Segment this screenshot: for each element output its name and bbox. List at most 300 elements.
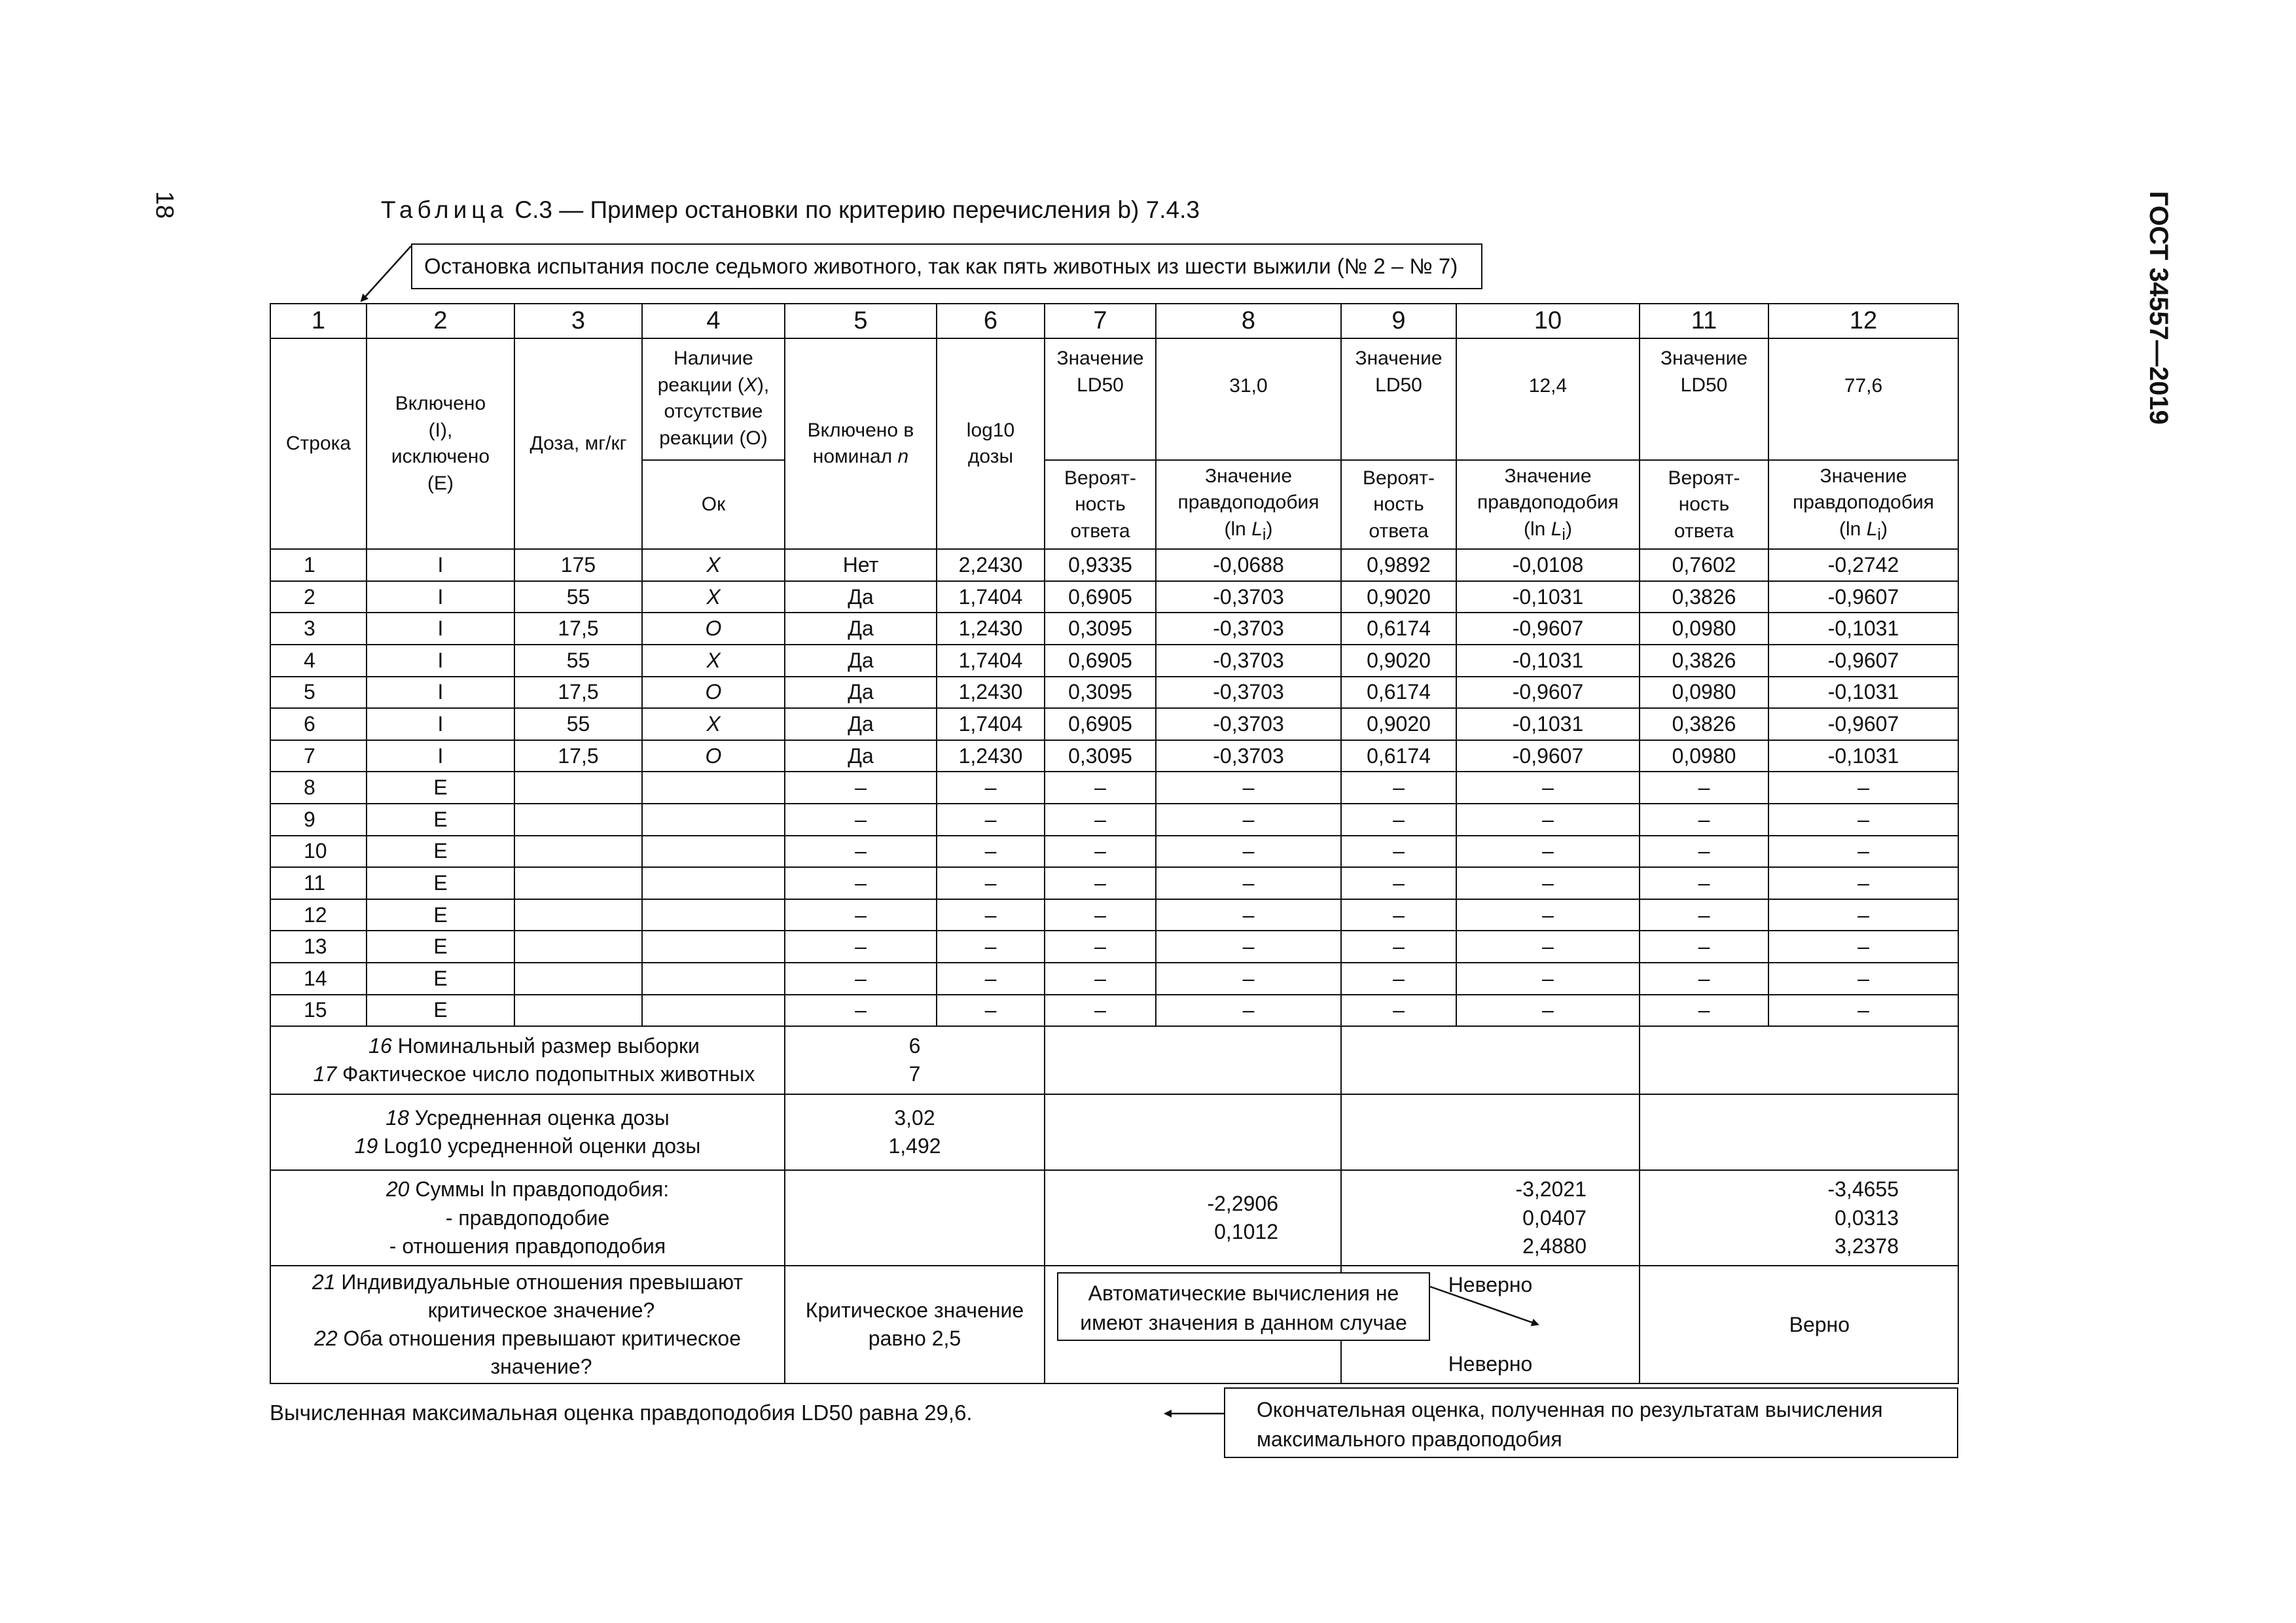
summary-value: Неверно — [1448, 1352, 1533, 1376]
table-cell: – — [1045, 772, 1156, 804]
summary-value: -3,2021 — [1515, 1177, 1587, 1202]
table-cell — [514, 931, 642, 963]
table-cell: E — [367, 931, 514, 963]
table-cell: 1,2430 — [937, 740, 1045, 772]
summary-value: 0,1012 — [1214, 1220, 1278, 1244]
summary-value: равно 2,5 — [868, 1327, 961, 1351]
table-cell: – — [1045, 995, 1156, 1027]
table-cell: – — [1156, 899, 1341, 931]
summary-label-20 — [270, 1170, 785, 1266]
summary-num: 16 — [368, 1034, 392, 1058]
col-num: 12 — [1768, 304, 1958, 338]
summary-value: 6 — [908, 1034, 921, 1058]
summary-critical — [785, 1266, 1045, 1383]
header-likelihood — [1768, 460, 1958, 549]
table-cell: – — [1341, 867, 1456, 899]
table-cell: – — [785, 836, 937, 868]
table-cell: 14 — [270, 963, 367, 995]
header-text: L — [1866, 518, 1878, 540]
summary-value: 7 — [908, 1062, 921, 1086]
summary-empty — [1045, 1026, 1341, 1094]
table-cell: -0,3703 — [1156, 677, 1341, 709]
header-ld50-label — [1341, 338, 1456, 460]
header-probability — [1045, 460, 1156, 549]
header-text: номинал — [812, 446, 898, 468]
summary-empty — [1341, 1094, 1640, 1170]
table-cell: 10 — [270, 836, 367, 868]
table-cell: Да — [785, 613, 937, 645]
table-cell: 0,9020 — [1341, 708, 1456, 740]
table-cell: – — [785, 899, 937, 931]
summary-text: Оба отношения превышают критическое — [337, 1327, 741, 1351]
summary-empty — [1045, 1094, 1341, 1170]
summary-num: 20 — [386, 1177, 410, 1202]
table-cell: – — [1456, 867, 1640, 899]
summary-verdict-c — [1640, 1266, 1958, 1383]
table-cell: Нет — [785, 549, 937, 581]
table-cell: 13 — [270, 931, 367, 963]
summary-text: Номинальный размер выборки — [391, 1034, 700, 1058]
header-text: Вероят- — [1362, 467, 1435, 489]
summary-row-18-19 — [270, 1094, 1958, 1170]
table-cell: X — [642, 708, 785, 740]
table-cell: – — [1156, 836, 1341, 868]
callout-text: максимального правдоподобия — [1257, 1427, 1562, 1452]
summary-value: 1,492 — [888, 1134, 941, 1158]
callout-auto-calc — [1057, 1272, 1430, 1341]
header-text: Значение — [1660, 348, 1748, 370]
header-text: i — [1562, 525, 1566, 544]
table-cell: 0,9020 — [1341, 581, 1456, 613]
callout-stop-note: Остановка испытания после седьмого животного, так как пять животных из шести выжили (№ 2 – № 7) — [411, 243, 1482, 289]
table-cell: – — [1456, 899, 1640, 931]
table-row — [270, 963, 1958, 995]
table-cell: 0,3095 — [1045, 740, 1156, 772]
table-cell — [642, 995, 785, 1027]
table-row — [270, 549, 1958, 581]
header-text: ность — [1678, 493, 1730, 516]
table-cell — [514, 772, 642, 804]
col-num: 1 — [270, 304, 367, 338]
summary-line — [284, 1060, 784, 1088]
header-row-label: Строка — [270, 338, 367, 549]
table-cell: – — [1768, 867, 1958, 899]
table-cell: Да — [785, 708, 937, 740]
header-text — [1457, 516, 1639, 546]
summary-value: 3,02 — [894, 1106, 935, 1130]
table-cell: -0,3703 — [1156, 740, 1341, 772]
table-cell: Да — [785, 677, 937, 709]
table-cell: – — [1456, 963, 1640, 995]
table-cell: – — [1045, 867, 1156, 899]
col-num: 11 — [1640, 304, 1768, 338]
table-cell: -0,0108 — [1456, 549, 1640, 581]
table-cell: – — [1456, 931, 1640, 963]
table-cell: – — [937, 772, 1045, 804]
table-cell: – — [785, 963, 937, 995]
table-cell: – — [1640, 963, 1768, 995]
page-number: 18 — [151, 191, 178, 219]
footer-result: Вычисленная максимальная оценка правдоподобия LD50 равна 29,6. — [270, 1400, 973, 1425]
table-cell: I — [367, 613, 514, 645]
header-text: реакции (O) — [659, 427, 768, 449]
table-cell — [642, 867, 785, 899]
table-cell: 7 — [270, 740, 367, 772]
table-cell: – — [1156, 867, 1341, 899]
summary-num: 19 — [354, 1134, 378, 1158]
table-cell: 0,3095 — [1045, 613, 1156, 645]
col-num: 7 — [1045, 304, 1156, 338]
table-cell: – — [1341, 772, 1456, 804]
table-cell: – — [1341, 995, 1456, 1027]
table-cell: -0,1031 — [1456, 581, 1640, 613]
header-ld50-value: 12,4 — [1456, 338, 1640, 460]
summary-num: 22 — [314, 1327, 338, 1351]
table-cell — [642, 804, 785, 836]
col-num: 3 — [514, 304, 642, 338]
summary-values-18-19 — [785, 1094, 1045, 1170]
table-cell — [642, 772, 785, 804]
table-cell: – — [1640, 867, 1768, 899]
summary-value: -3,4655 — [1827, 1177, 1899, 1202]
summary-label-16-17 — [270, 1026, 785, 1094]
table-cell: 0,6905 — [1045, 708, 1156, 740]
callout-final-estimate — [1224, 1387, 1958, 1458]
table-cell — [514, 963, 642, 995]
table-cell: Да — [785, 581, 937, 613]
table-row — [270, 899, 1958, 931]
table-row — [270, 677, 1958, 709]
table-cell — [514, 995, 642, 1027]
header-text: Включено в — [807, 419, 914, 441]
table-cell: – — [1456, 995, 1640, 1027]
table-cell: – — [1156, 995, 1341, 1027]
table-row — [270, 931, 1958, 963]
table-cell: – — [1341, 931, 1456, 963]
table-row — [270, 740, 1958, 772]
header-ld50-value: 77,6 — [1768, 338, 1958, 460]
table-cell: -0,1031 — [1768, 740, 1958, 772]
summary-text: Суммы ln правдоподобия: — [409, 1177, 670, 1202]
col-num: 5 — [785, 304, 937, 338]
callout-text: имеют значения в данном случае — [1080, 1310, 1407, 1334]
header-text: Значение — [1056, 348, 1144, 370]
header-text: log10 — [966, 419, 1015, 441]
header-text — [643, 372, 784, 399]
header-text: X — [744, 374, 757, 396]
table-cell: 2 — [270, 581, 367, 613]
table-cell: 17,5 — [514, 613, 642, 645]
header-text: ), — [757, 374, 770, 396]
summary-row-20 — [270, 1170, 1958, 1266]
header-text: ответа — [1070, 520, 1130, 542]
table-cell: I — [367, 677, 514, 709]
table-cell: 1,7404 — [937, 581, 1045, 613]
table-cell: O — [642, 613, 785, 645]
table-cell: -0,9607 — [1768, 708, 1958, 740]
header-text: LD50 — [1375, 374, 1422, 396]
table-cell: Да — [785, 740, 937, 772]
table-cell: 0,6174 — [1341, 740, 1456, 772]
header-text — [785, 444, 936, 471]
header-text: ) — [1880, 518, 1888, 540]
header-text: правдоподобия — [1177, 491, 1319, 514]
table-cell: 1,2430 — [937, 613, 1045, 645]
table-cell: – — [937, 804, 1045, 836]
header-text: (E) — [427, 472, 454, 494]
summary-text: Фактическое число подопытных животных — [336, 1062, 755, 1086]
table-row — [270, 772, 1958, 804]
col-num: 4 — [642, 304, 785, 338]
document-code: ГОСТ 34557—2019 — [2144, 191, 2173, 425]
header-probability — [1341, 460, 1456, 549]
table-cell: -0,3703 — [1156, 581, 1341, 613]
table-cell: 6 — [270, 708, 367, 740]
table-cell: E — [367, 836, 514, 868]
table-cell: 175 — [514, 549, 642, 581]
table-cell: – — [1045, 931, 1156, 963]
header-likelihood — [1156, 460, 1341, 549]
table-cell: 17,5 — [514, 677, 642, 709]
header-text: Значение — [1355, 348, 1443, 370]
header-text: Наличие — [673, 348, 753, 370]
table-cell: 1,7404 — [937, 645, 1045, 677]
table-cell: -0,9607 — [1456, 613, 1640, 645]
table-cell: O — [642, 740, 785, 772]
header-nominal — [785, 338, 937, 549]
summary-values-16-17 — [785, 1026, 1045, 1094]
col-num: 9 — [1341, 304, 1456, 338]
table-row — [270, 836, 1958, 868]
summary-empty — [785, 1170, 1045, 1266]
summary-text: Усредненная оценка дозы — [408, 1106, 670, 1130]
table-row — [270, 995, 1958, 1027]
table-cell: 1 — [270, 549, 367, 581]
table-cell: 0,7602 — [1640, 549, 1768, 581]
table-cell: – — [785, 931, 937, 963]
table-cell: 0,3826 — [1640, 645, 1768, 677]
table-row — [270, 613, 1958, 645]
table-cell — [642, 836, 785, 868]
header-ld50-label — [1045, 338, 1156, 460]
table-cell: – — [937, 931, 1045, 963]
table-cell: -0,3703 — [1156, 708, 1341, 740]
header-text: Включено — [395, 393, 486, 415]
summary-line — [271, 1104, 784, 1132]
table-cell: – — [1640, 772, 1768, 804]
table-cell — [642, 963, 785, 995]
table-cell: – — [1640, 804, 1768, 836]
header-row-top — [270, 338, 1958, 460]
header-text: правдоподобия — [1792, 491, 1935, 514]
table-row — [270, 804, 1958, 836]
table-cell: – — [1045, 963, 1156, 995]
table-cell: – — [937, 836, 1045, 868]
summary-value: 0,0313 — [1835, 1205, 1899, 1230]
header-reaction-ok: Ок — [642, 460, 785, 549]
header-text: Значение — [1504, 465, 1592, 487]
table-cell: E — [367, 804, 514, 836]
table-cell — [642, 899, 785, 931]
header-text: ответа — [1674, 520, 1734, 542]
table-cell: 11 — [270, 867, 367, 899]
table-cell: E — [367, 772, 514, 804]
table-cell: – — [1156, 804, 1341, 836]
table-cell: – — [1341, 963, 1456, 995]
table-cell: X — [642, 549, 785, 581]
summary-empty — [1640, 1026, 1958, 1094]
table-cell: 17,5 — [514, 740, 642, 772]
table-cell: – — [1640, 836, 1768, 868]
summary-text: Log10 усредненной оценки дозы — [378, 1134, 701, 1158]
header-text: L — [1551, 518, 1562, 540]
header-ld50-label — [1640, 338, 1768, 460]
header-text: (ln — [1524, 518, 1551, 540]
table-cell: – — [1768, 804, 1958, 836]
table-cell: – — [1768, 836, 1958, 868]
table-cell: – — [785, 995, 937, 1027]
header-text: n — [897, 446, 909, 468]
table-cell: – — [1768, 931, 1958, 963]
table-cell: -0,2742 — [1768, 549, 1958, 581]
table-cell: – — [937, 867, 1045, 899]
table-cell: 4 — [270, 645, 367, 677]
table-cell: – — [1045, 899, 1156, 931]
table-cell: 0,9335 — [1045, 549, 1156, 581]
table-cell: – — [937, 899, 1045, 931]
table-cell: 2,2430 — [937, 549, 1045, 581]
table-cell: – — [1156, 772, 1341, 804]
callout-text: Автоматические вычисления не — [1088, 1281, 1399, 1305]
table-cell: – — [1156, 963, 1341, 995]
table-cell: 15 — [270, 995, 367, 1027]
table-cell: 0,9892 — [1341, 549, 1456, 581]
header-text: (ln — [1224, 518, 1252, 540]
table-cell: – — [785, 804, 937, 836]
header-text: i — [1262, 525, 1266, 544]
table-cell: – — [1768, 899, 1958, 931]
header-text: отсутствие — [664, 401, 763, 423]
table-cell: E — [367, 995, 514, 1027]
header-text: дозы — [967, 446, 1014, 468]
header-text: ность — [1373, 493, 1424, 516]
summary-values-20-c — [1640, 1170, 1958, 1266]
table-cell: – — [937, 995, 1045, 1027]
header-reaction — [642, 338, 785, 460]
table-cell: I — [367, 740, 514, 772]
col-num: 10 — [1456, 304, 1640, 338]
header-log — [937, 338, 1045, 549]
summary-line — [284, 1032, 784, 1060]
summary-value: - отношения правдоподобия — [389, 1234, 666, 1258]
table-cell — [514, 804, 642, 836]
table-cell: 12 — [270, 899, 367, 931]
table-cell: -0,3703 — [1156, 645, 1341, 677]
header-text: (I), — [428, 419, 453, 441]
table-cell: 5 — [270, 677, 367, 709]
header-text: (ln — [1839, 518, 1867, 540]
summary-num: 21 — [312, 1270, 336, 1294]
header-text: реакции ( — [657, 374, 744, 396]
table-cell: – — [1640, 995, 1768, 1027]
table-cell: 0,3826 — [1640, 581, 1768, 613]
header-text: исключено — [391, 446, 490, 468]
header-text: ответа — [1369, 520, 1429, 542]
table-cell: 0,6905 — [1045, 581, 1156, 613]
summary-num: 17 — [313, 1062, 337, 1086]
summary-value: -2,2906 — [1207, 1192, 1278, 1216]
header-text: i — [1877, 525, 1881, 544]
table-cell: 0,6174 — [1341, 613, 1456, 645]
header-text: LD50 — [1680, 374, 1728, 396]
table-cell: – — [1456, 836, 1640, 868]
header-text — [1157, 516, 1340, 546]
table-cell — [514, 867, 642, 899]
table-cell: – — [1045, 836, 1156, 868]
summary-value: - правдоподобие — [445, 1205, 610, 1230]
table-cell: 1,2430 — [937, 677, 1045, 709]
header-text: LD50 — [1077, 374, 1124, 396]
table-cell: E — [367, 899, 514, 931]
table-cell: 55 — [514, 708, 642, 740]
header-ld50-value: 31,0 — [1156, 338, 1341, 460]
summary-label-21-22 — [270, 1266, 785, 1383]
table-cell — [514, 899, 642, 931]
table-cell: – — [785, 772, 937, 804]
table-cell: E — [367, 867, 514, 899]
table-cell: 0,6905 — [1045, 645, 1156, 677]
table-cell — [642, 931, 785, 963]
table-cell: I — [367, 549, 514, 581]
table-row — [270, 708, 1958, 740]
header-text: Вероят- — [1064, 467, 1137, 489]
table-cell: – — [1768, 963, 1958, 995]
table-cell: – — [937, 963, 1045, 995]
summary-row-16-17 — [270, 1026, 1958, 1094]
table-cell: – — [1156, 931, 1341, 963]
table-cell: -0,1031 — [1768, 677, 1958, 709]
summary-line — [271, 1268, 784, 1296]
header-included — [367, 338, 514, 549]
summary-empty — [1341, 1026, 1640, 1094]
table-cell: 55 — [514, 581, 642, 613]
header-dose: Доза, мг/кг — [514, 338, 642, 549]
table-cell: – — [1341, 899, 1456, 931]
table-cell: 9 — [270, 804, 367, 836]
header-text — [1769, 516, 1958, 546]
summary-value: Верно — [1789, 1312, 1850, 1336]
table-cell: – — [1640, 931, 1768, 963]
table-cell: 0,3095 — [1045, 677, 1156, 709]
table-cell: Да — [785, 645, 937, 677]
col-num: 8 — [1156, 304, 1341, 338]
summary-value: Неверно — [1448, 1273, 1533, 1297]
table-cell: – — [1640, 899, 1768, 931]
caption-text: С.3 — Пример остановки по критерию перечисления b) 7.4.3 — [508, 196, 1200, 223]
table-cell: 8 — [270, 772, 367, 804]
summary-value: 2,4880 — [1522, 1234, 1587, 1258]
table-cell: 0,9020 — [1341, 645, 1456, 677]
summary-value: 3,2378 — [1835, 1234, 1899, 1258]
summary-values-20-a — [1045, 1170, 1341, 1266]
header-probability — [1640, 460, 1768, 549]
summary-value: Критическое значение — [805, 1298, 1024, 1323]
table-cell: -0,9607 — [1456, 677, 1640, 709]
table-cell: -0,9607 — [1456, 740, 1640, 772]
arrow-top — [361, 246, 411, 301]
table-cell: I — [367, 708, 514, 740]
table-row — [270, 867, 1958, 899]
